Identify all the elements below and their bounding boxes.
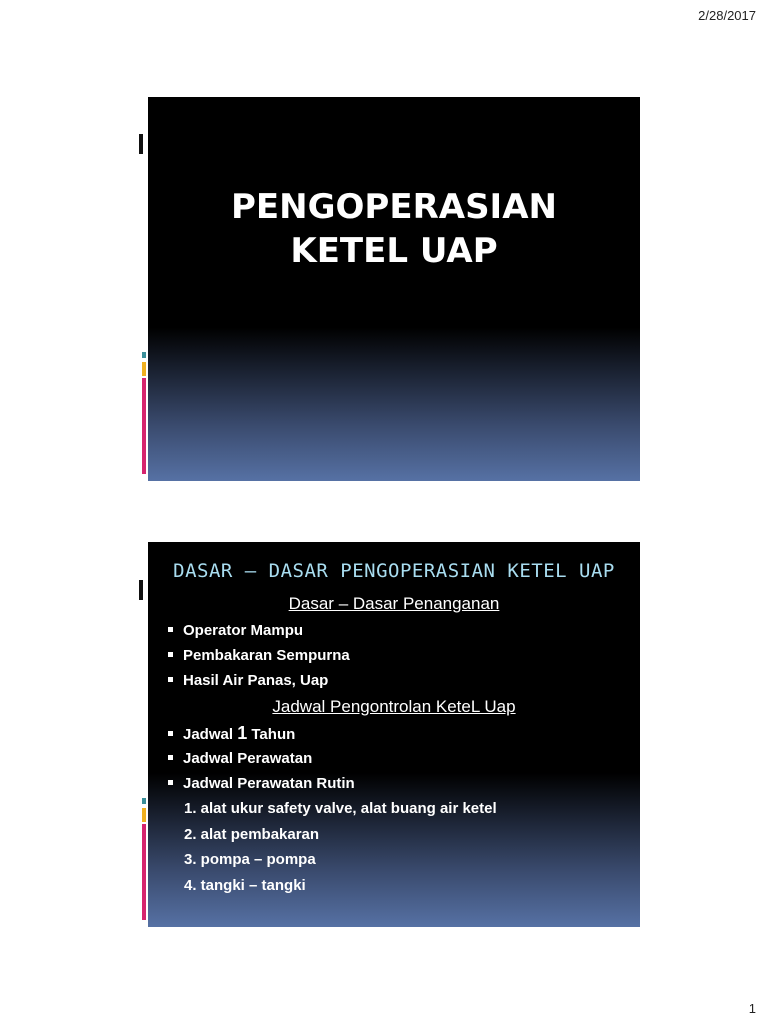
numbered-item: 1. alat ukur safety valve, alat buang air ketel	[184, 800, 497, 817]
section1-list	[168, 618, 350, 693]
section2-heading: Jadwal Pengontrolan KeteL Uap	[272, 697, 516, 716]
list-item: Operator Mampu	[168, 618, 350, 643]
numbered-item: 2. alat pembakaran	[184, 825, 320, 843]
numbered-list	[184, 796, 497, 898]
bullet-icon	[168, 755, 173, 760]
slide1-stripe-yellow	[142, 362, 146, 376]
slide-2	[148, 542, 640, 927]
bullet-icon	[168, 780, 173, 785]
list-item: Jadwal Perawatan Rutin	[168, 771, 355, 796]
list-item: Hasil Air Panas, Uap	[168, 668, 350, 693]
slide1-stripe-teal	[142, 352, 146, 358]
slide2-title: DASAR – DASAR PENGOPERASIAN KETEL UAP	[173, 560, 615, 582]
bullet-icon	[168, 731, 173, 736]
section1-heading: Dasar – Dasar Penanganan	[288, 594, 500, 613]
print-date: 2/28/2017	[698, 8, 756, 23]
numbered-item: 4. tangki – tangki	[184, 876, 306, 894]
slide2-side-mark	[139, 580, 143, 600]
slide1-stripe-magenta	[142, 378, 146, 474]
slide2-stripe-yellow	[142, 808, 146, 822]
bullet-icon	[168, 627, 173, 632]
slide1-side-mark	[139, 134, 143, 154]
section2-list	[168, 721, 355, 796]
numbered-item: 3. pompa – pompa	[184, 851, 316, 868]
bullet-icon	[168, 677, 173, 682]
slide1-title-line2: KETEL UAP	[290, 231, 498, 271]
slide1-title	[148, 185, 640, 273]
bullet-icon	[168, 652, 173, 657]
slide-1	[148, 97, 640, 481]
slide2-stripe-magenta	[142, 824, 146, 920]
list-item: Pembakaran Sempurna	[168, 643, 350, 668]
list-item: Jadwal Perawatan	[168, 746, 355, 771]
slide2-stripe-teal	[142, 798, 146, 804]
page-number: 1	[748, 1001, 756, 1016]
list-item: Jadwal 1 Tahun	[168, 721, 355, 746]
slide1-title-line1: PENGOPERASIAN	[231, 187, 557, 227]
